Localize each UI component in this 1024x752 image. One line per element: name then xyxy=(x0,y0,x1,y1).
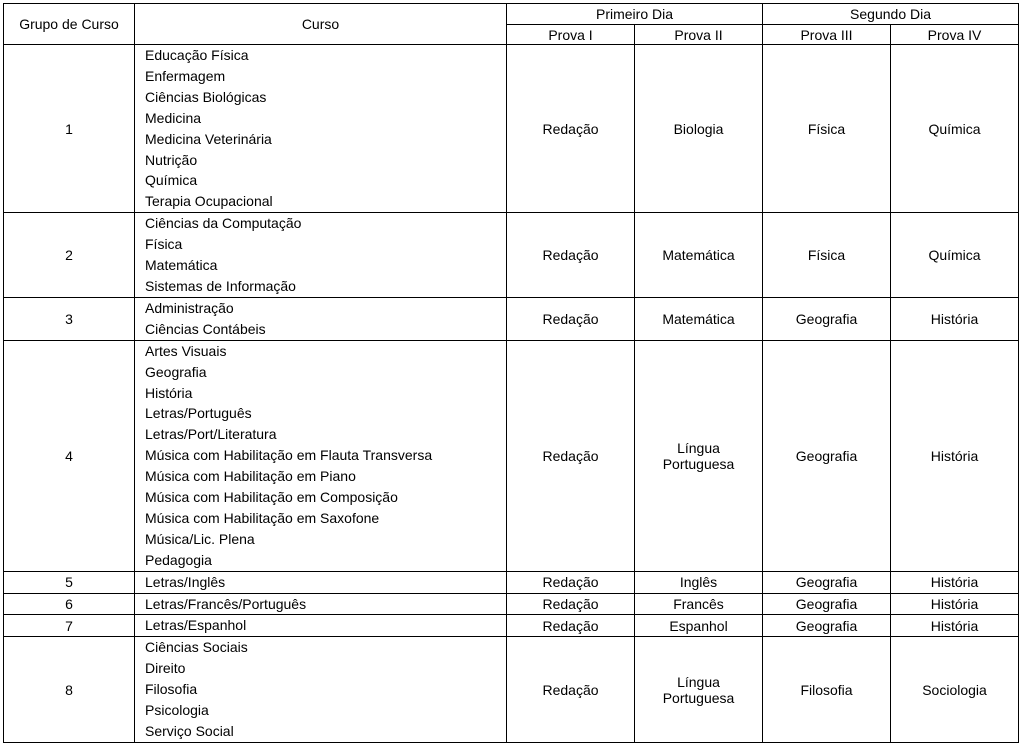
prova-4-cell: História xyxy=(891,593,1019,615)
grupo-cell: 3 xyxy=(4,297,135,340)
curso-item: Música/Lic. Plena xyxy=(145,530,255,547)
table-row xyxy=(4,340,1019,571)
curso-item: Serviço Social xyxy=(145,723,234,739)
curso-item: Medicina xyxy=(145,109,202,126)
curso-item: Direito xyxy=(145,660,186,677)
header-primeiro-dia: Primeiro Dia xyxy=(507,4,763,25)
curso-item: Música com Habilitação em Saxofone xyxy=(145,509,380,526)
header-grupo: Grupo de Curso xyxy=(4,4,135,45)
curso-item: Letras/Português xyxy=(145,405,252,422)
cursos-cell xyxy=(135,615,507,637)
curso-item: Medicina Veterinária xyxy=(145,130,272,147)
header-prova-1: Prova I xyxy=(507,25,635,45)
prova-2-cell: Matemática xyxy=(635,213,763,298)
prova-4-cell: História xyxy=(891,297,1019,340)
grupo-cell: 4 xyxy=(4,340,135,571)
prova-1-cell: Redação xyxy=(507,213,635,298)
prova-2-cell: Francês xyxy=(635,593,763,615)
prova-4-cell: Química xyxy=(891,213,1019,298)
prova-line: Portuguesa xyxy=(662,689,735,706)
prova-1-cell: Redação xyxy=(507,593,635,615)
header-prova-4: Prova IV xyxy=(891,25,1019,45)
curso-item: Música com Habilitação em Flauta Transversa xyxy=(145,447,433,464)
curso-item: Música com Habilitação em Piano xyxy=(145,468,356,485)
cursos-cell xyxy=(135,297,507,340)
prova-4-cell: História xyxy=(891,571,1019,593)
curso-item: Letras/Francês/Português xyxy=(145,595,307,612)
prova-4-cell: Química xyxy=(891,45,1019,213)
prova-3-cell: Física xyxy=(763,45,891,213)
header-row-1 xyxy=(4,4,1019,25)
prova-1-cell: Redação xyxy=(507,637,635,743)
prova-1-cell: Redação xyxy=(507,571,635,593)
table-row xyxy=(4,213,1019,298)
curso-item: Administração xyxy=(145,299,234,316)
prova-1-cell: Redação xyxy=(507,297,635,340)
grupo-cell: 1 xyxy=(4,45,135,213)
curso-item: Educação Física xyxy=(145,47,249,63)
table-row xyxy=(4,297,1019,340)
curso-item: Enfermagem xyxy=(145,67,226,84)
cursos-cell xyxy=(135,340,507,571)
curso-item: História xyxy=(145,384,193,401)
curso-item: Nutrição xyxy=(145,151,198,168)
prova-line: Língua xyxy=(677,673,720,690)
grupo-cell: 7 xyxy=(4,615,135,637)
cursos-cell xyxy=(135,571,507,593)
curso-item: Sistemas de Informação xyxy=(145,277,296,294)
prova-2-cell: Biologia xyxy=(635,45,763,213)
prova-4-cell: História xyxy=(891,340,1019,571)
prova-3-cell: Geografia xyxy=(763,615,891,637)
prova-1-cell: Redação xyxy=(507,615,635,637)
prova-3-cell: Geografia xyxy=(763,297,891,340)
curso-item: Geografia xyxy=(145,363,207,380)
curso-item: Letras/Port/Literatura xyxy=(145,426,277,443)
cursos-cell xyxy=(135,637,507,743)
prova-2-cell xyxy=(635,637,763,743)
prova-2-cell: Inglês xyxy=(635,571,763,593)
curso-item: Ciências da Computação xyxy=(145,215,302,232)
table-row xyxy=(4,45,1019,213)
prova-4-cell: Sociologia xyxy=(891,637,1019,743)
prova-1-cell: Redação xyxy=(507,340,635,571)
header-segundo-dia: Segundo Dia xyxy=(763,4,1019,25)
grupo-cell: 5 xyxy=(4,571,135,593)
curso-item: Terapia Ocupacional xyxy=(145,193,273,210)
exam-schedule-table xyxy=(3,3,1019,743)
table-row xyxy=(4,615,1019,637)
curso-item: Matemática xyxy=(145,257,218,274)
prova-3-cell: Geografia xyxy=(763,571,891,593)
prova-3-cell: Física xyxy=(763,213,891,298)
curso-item: Pedagogia xyxy=(145,551,212,568)
table-row xyxy=(4,571,1019,593)
curso-item: Filosofia xyxy=(145,681,198,698)
prova-3-cell: Geografia xyxy=(763,340,891,571)
curso-item: Letras/Espanhol xyxy=(145,617,247,634)
prova-line: Língua xyxy=(677,439,720,456)
cursos-cell xyxy=(135,593,507,615)
curso-item: Música com Habilitação em Composição xyxy=(145,489,398,506)
prova-2-cell: Espanhol xyxy=(635,615,763,637)
cursos-cell xyxy=(135,213,507,298)
curso-item: Artes Visuais xyxy=(145,342,227,359)
curso-item: Psicologia xyxy=(145,702,209,719)
curso-item: Ciências Sociais xyxy=(145,639,248,656)
header-prova-3: Prova III xyxy=(763,25,891,45)
prova-3-cell: Filosofia xyxy=(763,637,891,743)
table-row xyxy=(4,637,1019,743)
prova-2-cell xyxy=(635,340,763,571)
table-row xyxy=(4,593,1019,615)
grupo-cell: 8 xyxy=(4,637,135,743)
grupo-cell: 2 xyxy=(4,213,135,298)
prova-3-cell: Geografia xyxy=(763,593,891,615)
prova-1-cell: Redação xyxy=(507,45,635,213)
cursos-cell xyxy=(135,45,507,213)
prova-2-cell: Matemática xyxy=(635,297,763,340)
curso-item: Ciências Biológicas xyxy=(145,88,267,105)
curso-item: Letras/Inglês xyxy=(145,573,226,590)
header-curso: Curso xyxy=(135,4,507,45)
curso-item: Química xyxy=(145,172,198,189)
header-prova-2: Prova II xyxy=(635,25,763,45)
curso-item: Física xyxy=(145,236,183,253)
grupo-cell: 6 xyxy=(4,593,135,615)
prova-line: Portuguesa xyxy=(662,455,735,472)
curso-item: Ciências Contábeis xyxy=(145,320,266,337)
prova-4-cell: História xyxy=(891,615,1019,637)
